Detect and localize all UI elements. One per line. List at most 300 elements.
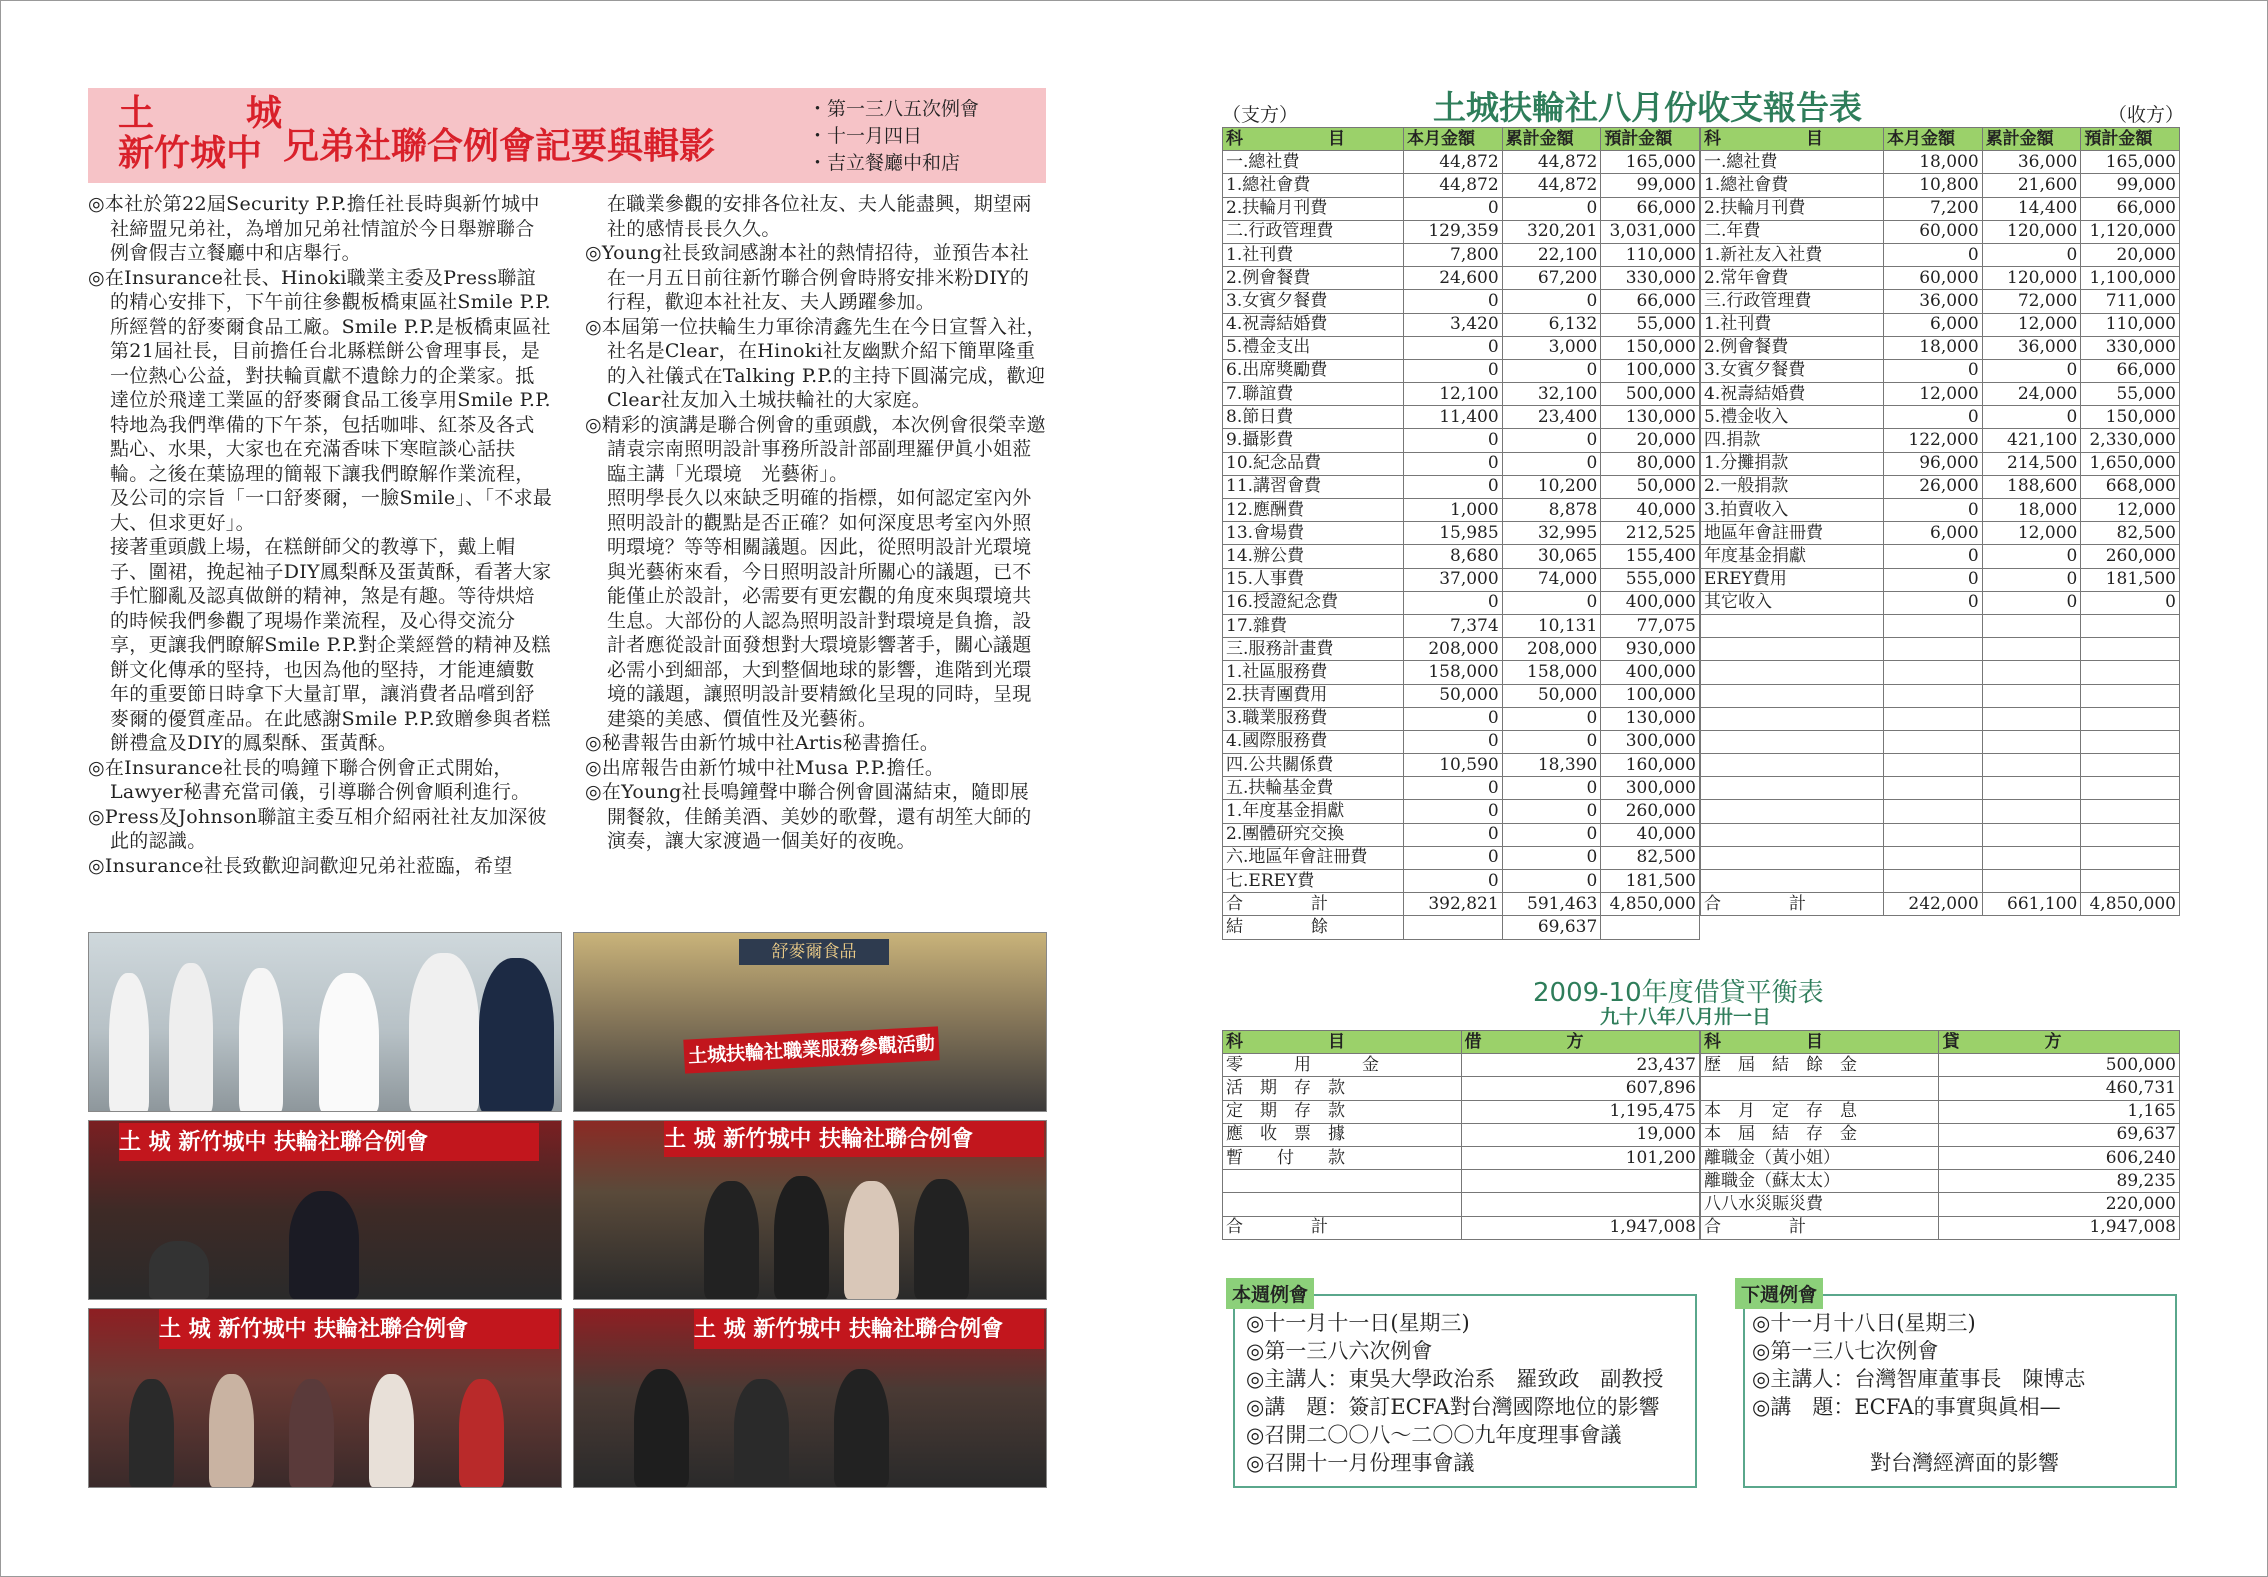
table-cell-value <box>1884 730 1983 753</box>
table-cell-value <box>1404 916 1503 939</box>
table-cell-value: 12,000 <box>1982 522 2081 545</box>
table-cell-value: 0 <box>1404 870 1503 893</box>
table-cell-value: 0 <box>1502 800 1601 823</box>
banner-city-cheng: 城 <box>246 92 283 134</box>
table-cell-value: 0 <box>1404 452 1503 475</box>
table-cell-item <box>1223 1170 1462 1193</box>
table-row <box>1223 336 1700 359</box>
table-cell-item: 2.扶輪月刊費 <box>1223 197 1404 220</box>
table-cell-value: 668,000 <box>2081 475 2180 498</box>
table-header-row <box>1223 128 1700 151</box>
table-cell-value: 20,000 <box>1601 429 1700 452</box>
table-cell-item: 3.女賓夕餐費 <box>1223 290 1404 313</box>
table-row <box>1701 1077 2180 1100</box>
table-cell-item: 一.總社費 <box>1223 151 1404 174</box>
table-cell-value: 0 <box>1502 359 1601 382</box>
table-row <box>1223 754 1700 777</box>
table-row <box>1223 1100 1700 1123</box>
table-header-row <box>1701 1031 2180 1054</box>
table-cell-item: 2.扶青團費用 <box>1223 684 1404 707</box>
table-cell-value: 本月金額 <box>1884 128 1983 151</box>
table-cell-value: 0 <box>1404 777 1503 800</box>
table-row <box>1701 730 2180 753</box>
table-cell-item: 9.攝影費 <box>1223 429 1404 452</box>
table-row <box>1701 1193 2180 1216</box>
table-cell-item: 1.總社會費 <box>1223 174 1404 197</box>
table-cell-value: 0 <box>1884 243 1983 266</box>
table-row <box>1701 174 2180 197</box>
table-cell-item: 1.新社友入社費 <box>1701 243 1884 266</box>
table-cell-value <box>1982 730 2081 753</box>
table-cell-value <box>2081 614 2180 637</box>
table-cell-value: 96,000 <box>1884 452 1983 475</box>
table-cell-value: 155,400 <box>1601 545 1700 568</box>
table-cell-item: 17.雜費 <box>1223 614 1404 637</box>
table-cell-item <box>1701 777 1884 800</box>
table-row <box>1701 684 2180 707</box>
table-cell-value: 4,850,000 <box>1601 893 1700 916</box>
table-cell-item: 2.常年會費 <box>1701 267 1884 290</box>
table-row <box>1701 1170 2180 1193</box>
table-cell-value: 累計金額 <box>1982 128 2081 151</box>
table-cell-value: 19,000 <box>1461 1123 1700 1146</box>
this-week-tab: 本週例會 <box>1226 1278 1314 1309</box>
table-cell-value <box>1884 684 1983 707</box>
table-row <box>1223 823 1700 846</box>
meeting-info-venue: ・ 吉立餐廳中和店 <box>808 150 979 177</box>
table-row <box>1701 1100 2180 1123</box>
table-row <box>1701 1054 2180 1077</box>
table-cell-value: 18,390 <box>1502 754 1601 777</box>
article-paragraph: ◎Press及Johnson聯誼主委互相介紹兩社社友加深彼此的認識。 <box>88 805 547 852</box>
table-cell-item: 3.女賓夕餐費 <box>1701 359 1884 382</box>
table-cell-value: 1,650,000 <box>2081 452 2180 475</box>
table-cell-value: 本月金額 <box>1404 128 1503 151</box>
table-cell-value: 6,000 <box>1884 313 1983 336</box>
table-cell-value: 40,000 <box>1601 499 1700 522</box>
table-row <box>1223 429 1700 452</box>
table-cell-value: 10,200 <box>1502 475 1601 498</box>
table-cell-value: 711,000 <box>2081 290 2180 313</box>
table-row <box>1701 591 2180 614</box>
table-cell-value <box>1884 638 1983 661</box>
table-cell-item <box>1701 707 1884 730</box>
table-cell-item: 8.節日費 <box>1223 406 1404 429</box>
table-cell-value <box>1982 846 2081 869</box>
table-cell-value: 借 方 <box>1461 1031 1700 1054</box>
table-cell-value <box>1884 777 1983 800</box>
table-cell-value: 預計金額 <box>1601 128 1700 151</box>
meeting-info-number: ・ 第一三八五次例會 <box>808 96 979 123</box>
table-cell-item <box>1223 1193 1462 1216</box>
table-row <box>1223 452 1700 475</box>
table-cell-value: 37,000 <box>1404 568 1503 591</box>
table-cell-item: 科 目 <box>1223 128 1404 151</box>
table-cell-value: 累計金額 <box>1502 128 1601 151</box>
table-cell-value: 0 <box>1404 429 1503 452</box>
table-cell-item: 3.職業服務費 <box>1223 707 1404 730</box>
table-cell-value: 60,000 <box>1884 267 1983 290</box>
factory-sign: 舒麥爾食品 <box>739 939 889 965</box>
table-cell-value: 500,000 <box>1939 1054 2180 1077</box>
article-paragraph: ◎在Insurance社長的鳴鐘下聯合例會正式開始，Lawyer秘書充當司儀，引導聯合例會順利進行。 <box>88 756 531 803</box>
table-cell-value: 30,065 <box>1502 545 1601 568</box>
table-cell-value <box>2081 730 2180 753</box>
table-row <box>1223 1123 1700 1146</box>
table-row <box>1223 406 1700 429</box>
table-cell-value: 392,821 <box>1404 893 1503 916</box>
table-cell-value: 0 <box>1502 777 1601 800</box>
meeting-info-date: ・ 十一月四日 <box>808 123 979 150</box>
table-cell-item: 離職金（黃小姐） <box>1701 1146 1939 1169</box>
table-cell-item: 2.扶輪月刊費 <box>1701 197 1884 220</box>
table-cell-value <box>2081 846 2180 869</box>
table-row <box>1223 730 1700 753</box>
table-cell-value: 160,000 <box>1601 754 1700 777</box>
table-cell-value: 4,850,000 <box>2081 893 2180 916</box>
table-cell-item: 3.拍賣收入 <box>1701 499 1884 522</box>
table-row <box>1223 591 1700 614</box>
table-row <box>1701 614 2180 637</box>
this-week-line: ◎ 主講人：東吳大學政治系 羅致政 副教授 <box>1246 1365 1663 1393</box>
table-cell-item: 16.授證紀念費 <box>1223 591 1404 614</box>
table-row <box>1701 1123 2180 1146</box>
table-row <box>1701 452 2180 475</box>
table-cell-value: 0 <box>1502 707 1601 730</box>
table-cell-item: 合 計 <box>1701 893 1884 916</box>
table-cell-value: 0 <box>1502 197 1601 220</box>
table-cell-value: 1,100,000 <box>2081 267 2180 290</box>
table-cell-value: 0 <box>1982 568 2081 591</box>
table-cell-value: 0 <box>1502 730 1601 753</box>
table-cell-item: 1.年度基金捐獻 <box>1223 800 1404 823</box>
table-row <box>1223 638 1700 661</box>
table-cell-item: 10.紀念品費 <box>1223 452 1404 475</box>
table-cell-value: 0 <box>1404 290 1503 313</box>
table-cell-value: 0 <box>1982 591 2081 614</box>
table-cell-value: 72,000 <box>1982 290 2081 313</box>
table-row <box>1701 220 2180 243</box>
next-week-line: ◎ 講 題：ECFA的事實與眞相— <box>1752 1393 2085 1421</box>
table-cell-item: 六.地區年會註冊費 <box>1223 846 1404 869</box>
table-cell-value: 0 <box>1404 846 1503 869</box>
table-cell-value: 82,500 <box>2081 522 2180 545</box>
table-cell-value <box>2081 754 2180 777</box>
table-cell-value: 20,000 <box>2081 243 2180 266</box>
table-cell-item: 其它收入 <box>1701 591 1884 614</box>
table-cell-item: 結 餘 <box>1223 916 1404 939</box>
table-cell-value: 0 <box>1884 499 1983 522</box>
table-row <box>1223 359 1700 382</box>
table-cell-value: 74,000 <box>1502 568 1601 591</box>
table-row <box>1223 383 1700 406</box>
table-cell-value: 50,000 <box>1502 684 1601 707</box>
table-row <box>1223 614 1700 637</box>
table-cell-value: 212,525 <box>1601 522 1700 545</box>
article-paragraph: 照明學長久以來缺乏明確的指標，如何認定室內外照明設計的觀點是否正確？如何深度思考室內外照明環境？等等相關議題。因此，從照明設計光環境與光藝術來看，今日照明設計所關心的議題，已不能僅止於設計，必需要有更宏觀的角度來與環境共生息。大部份的人認為照明設計對環境是負擔，設計者應從設計面發想對大環境影響著手，關心議題必需小到細部，大到整個地球的影響，進階到光環境的議題，讓照明設計要精緻化呈現的同時，呈現建築的美感、價值性及光藝術。 <box>607 487 1032 730</box>
table-cell-value <box>2081 870 2180 893</box>
table-cell-value: 66,000 <box>2081 359 2180 382</box>
table-cell-value: 260,000 <box>1601 800 1700 823</box>
table-cell-value: 165,000 <box>1601 151 1700 174</box>
table-cell-item <box>1701 684 1884 707</box>
table-cell-value: 26,000 <box>1884 475 1983 498</box>
table-cell-item: 2.一般捐款 <box>1701 475 1884 498</box>
table-cell-item: 科 目 <box>1223 1031 1462 1054</box>
table-cell-value <box>2081 777 2180 800</box>
table-cell-value: 36,000 <box>1982 151 2081 174</box>
table-cell-value: 12,000 <box>2081 499 2180 522</box>
table-cell-value: 7,374 <box>1404 614 1503 637</box>
photo-group <box>573 1120 1047 1300</box>
balance-sheet-date: 九十八年八月卅一日 <box>1600 1006 1772 1028</box>
photo-banner-joint: 土 城 新竹城中 扶輪社聯合例會 <box>119 1123 539 1161</box>
this-week-line: ◎ 召開二〇〇八～二〇〇九年度理事會議 <box>1246 1421 1663 1449</box>
table-row <box>1223 777 1700 800</box>
table-cell-value: 0 <box>1404 591 1503 614</box>
table-total-row <box>1223 893 1700 916</box>
table-cell-value: 0 <box>1502 823 1601 846</box>
table-cell-item <box>1701 754 1884 777</box>
table-row <box>1701 1146 2180 1169</box>
table-cell-value <box>1884 754 1983 777</box>
table-cell-value: 0 <box>2081 591 2180 614</box>
table-cell-value <box>2081 661 2180 684</box>
table-cell-value: 3,000 <box>1502 336 1601 359</box>
table-cell-item: 應 收 票 據 <box>1223 1123 1462 1146</box>
table-cell-value: 165,000 <box>2081 151 2180 174</box>
table-cell-value: 120,000 <box>1982 267 2081 290</box>
article-paragraph: ◎Young社長致詞感謝本社的熱情招待，並預告本社在一月五日前往新竹聯合例會時將安排米粉DIY的行程，歡迎本社社友、夫人踴躍參加。 <box>585 242 1030 313</box>
table-cell-item: 三.行政管理費 <box>1701 290 1884 313</box>
table-cell-value: 500,000 <box>1601 383 1700 406</box>
table-cell-item: 13.會場費 <box>1223 522 1404 545</box>
table-cell-item: 二.行政管理費 <box>1223 220 1404 243</box>
debit-table <box>1222 1030 1700 1240</box>
table-cell-value: 24,000 <box>1982 383 2081 406</box>
table-cell-item: 1.總社會費 <box>1701 174 1884 197</box>
table-cell-value: 99,000 <box>2081 174 2180 197</box>
table-cell-value <box>2081 684 2180 707</box>
table-cell-value <box>1982 614 2081 637</box>
table-cell-value: 110,000 <box>1601 243 1700 266</box>
table-cell-item: 暫 付 款 <box>1223 1146 1462 1169</box>
table-cell-value: 77,075 <box>1601 614 1700 637</box>
table-row <box>1701 846 2180 869</box>
table-cell-item: 4.祝壽結婚費 <box>1223 313 1404 336</box>
table-cell-value: 15,985 <box>1404 522 1503 545</box>
table-cell-value: 貸 方 <box>1939 1031 2180 1054</box>
table-cell-value: 1,947,008 <box>1461 1216 1700 1239</box>
table-cell-item: 科 目 <box>1701 128 1884 151</box>
table-row <box>1701 707 2180 730</box>
article-paragraph: ◎本社於第22屆Security P.P.擔任社長時與新竹城中社締盟兄弟社，為增加兄弟社情誼於今日舉辦聯合例會假吉立餐廳中和店舉行。 <box>88 193 540 264</box>
income-label: （收方） <box>2108 104 2185 126</box>
table-cell-value: 0 <box>1404 707 1503 730</box>
table-header-row <box>1701 128 2180 151</box>
table-row <box>1701 545 2180 568</box>
table-cell-value: 44,872 <box>1404 174 1503 197</box>
table-cell-value: 0 <box>1404 730 1503 753</box>
meeting-info <box>808 96 979 177</box>
table-cell-value: 0 <box>1982 243 2081 266</box>
table-cell-value: 930,000 <box>1601 638 1700 661</box>
table-cell-value: 0 <box>1502 846 1601 869</box>
table-row <box>1701 383 2180 406</box>
article-paragraph: ◎本屆第一位扶輪生力軍徐清鑫先生在今日宣誓入社，社名是Clear，在Hinoki社友幽默介紹下簡單隆重的入社儀式在Talking P.P.的主持下圓滿完成，歡迎Clear社友加入土城扶輪社的大家庭。 <box>585 315 1046 411</box>
table-row <box>1223 1054 1700 1077</box>
table-cell-item: 本 月 定 存 息 <box>1701 1100 1939 1123</box>
article-paragraph: ◎出席報告由新竹城中社Musa P.P.擔任。 <box>585 756 945 779</box>
table-cell-value <box>2081 800 2180 823</box>
table-cell-item: 4.國際服務費 <box>1223 730 1404 753</box>
table-cell-value: 1,120,000 <box>2081 220 2180 243</box>
table-cell-value <box>1884 661 1983 684</box>
table-cell-value: 55,000 <box>1601 313 1700 336</box>
table-cell-item: 6.出席獎勵費 <box>1223 359 1404 382</box>
table-cell-value: 36,000 <box>1884 290 1983 313</box>
photo-banner-joint-2: 土 城 新竹城中 扶輪社聯合例會 <box>664 1121 1044 1157</box>
finance-report-title: 土城扶輪社八月份收支報告表 <box>1433 88 1862 127</box>
table-cell-value: 1,947,008 <box>1939 1216 2180 1239</box>
table-row <box>1223 499 1700 522</box>
table-cell-item <box>1701 870 1884 893</box>
table-cell-value: 158,000 <box>1404 661 1503 684</box>
table-cell-value: 0 <box>1404 800 1503 823</box>
article-paragraph: ◎在Young社長鳴鐘聲中聯合例會圓滿結束，隨即展開餐敘，佳餚美酒、美妙的歌聲，還有胡笙大師的演奏，讓大家渡過一個美好的夜晚。 <box>585 781 1032 852</box>
table-cell-item: 2.例會餐費 <box>1701 336 1884 359</box>
table-cell-value: 188,600 <box>1982 475 2081 498</box>
table-cell-value: 300,000 <box>1601 730 1700 753</box>
this-week-line: ◎ 講 題：簽訂ECFA對台灣國際地位的影響 <box>1246 1393 1663 1421</box>
photo-factory-visit <box>573 932 1047 1112</box>
table-cell-value <box>1884 707 1983 730</box>
table-cell-item: 一.總社費 <box>1701 151 1884 174</box>
table-cell-value: 82,500 <box>1601 846 1700 869</box>
table-cell-item: 14.辦公費 <box>1223 545 1404 568</box>
table-row <box>1701 638 2180 661</box>
next-week-last-line: 對台灣經濟面的影響 <box>1870 1451 2059 1475</box>
table-cell-value: 0 <box>1502 290 1601 313</box>
table-cell-item: 四.公共關係費 <box>1223 754 1404 777</box>
photo-bakery-diy <box>88 932 562 1112</box>
table-cell-item: 2.團體研究交換 <box>1223 823 1404 846</box>
table-cell-value: 0 <box>1502 591 1601 614</box>
table-cell-value: 23,400 <box>1502 406 1601 429</box>
table-cell-value <box>2081 638 2180 661</box>
table-cell-value <box>1982 823 2081 846</box>
table-cell-value: 0 <box>1884 406 1983 429</box>
table-cell-item: 歷 屆 結 餘 金 <box>1701 1054 1939 1077</box>
this-week-line: ◎ 召開十一月份理事會議 <box>1246 1449 1663 1477</box>
table-cell-value: 0 <box>1884 359 1983 382</box>
photo-performance <box>573 1308 1047 1488</box>
table-cell-item: 1.社刊費 <box>1223 243 1404 266</box>
table-cell-value: 12,000 <box>1884 383 1983 406</box>
table-cell-value: 0 <box>1982 406 2081 429</box>
table-cell-value: 320,201 <box>1502 220 1601 243</box>
table-cell-value <box>1884 823 1983 846</box>
article-paragraph: ◎Insurance社長致歡迎詞歡迎兄弟社蒞臨，希望 <box>88 854 513 877</box>
table-cell-value: 44,872 <box>1502 174 1601 197</box>
table-cell-value: 44,872 <box>1404 151 1503 174</box>
table-row <box>1701 499 2180 522</box>
table-cell-item <box>1701 846 1884 869</box>
table-cell-item: EREY費用 <box>1701 568 1884 591</box>
table-cell-item: 11.講習會費 <box>1223 475 1404 498</box>
photo-banner-joint-4: 土 城 新竹城中 扶輪社聯合例會 <box>694 1309 1044 1349</box>
table-cell-item: 5.禮金支出 <box>1223 336 1404 359</box>
table-cell-value: 242,000 <box>1884 893 1983 916</box>
table-cell-value: 14,400 <box>1982 197 2081 220</box>
table-row <box>1223 545 1700 568</box>
table-cell-value: 18,000 <box>1982 499 2081 522</box>
table-cell-value: 400,000 <box>1601 661 1700 684</box>
table-cell-value <box>1982 661 2081 684</box>
table-cell-value <box>1884 870 1983 893</box>
article-paragraph: ◎精彩的演講是聯合例會的重頭戲，本次例會很榮幸邀請袁宗南照明設計事務所設計部副理羅伊眞小姐蒞臨主講「光環境 光藝術」。 <box>585 413 1046 485</box>
table-cell-value: 220,000 <box>1939 1193 2180 1216</box>
table-row <box>1223 684 1700 707</box>
table-row <box>1223 174 1700 197</box>
expense-label: （支方） <box>1222 104 1299 126</box>
next-week-line: ◎ 第一三八七次例會 <box>1752 1337 2085 1365</box>
table-row <box>1223 475 1700 498</box>
table-cell-value: 32,100 <box>1502 383 1601 406</box>
table-cell-value: 40,000 <box>1601 823 1700 846</box>
table-cell-value: 208,000 <box>1404 638 1503 661</box>
table-row <box>1701 243 2180 266</box>
photo-singing <box>88 1308 562 1488</box>
table-cell-item: 合 計 <box>1223 893 1404 916</box>
table-cell-value: 66,000 <box>2081 197 2180 220</box>
table-cell-value <box>1461 1170 1700 1193</box>
table-cell-value: 606,240 <box>1939 1146 2180 1169</box>
table-cell-value: 預計金額 <box>2081 128 2180 151</box>
table-cell-value: 0 <box>1404 823 1503 846</box>
table-cell-value: 24,600 <box>1404 267 1503 290</box>
table-cell-item <box>1701 730 1884 753</box>
table-cell-value: 69,637 <box>1939 1123 2180 1146</box>
table-row <box>1701 475 2180 498</box>
table-row <box>1223 197 1700 220</box>
table-cell-value: 0 <box>1404 197 1503 220</box>
next-week-line: ◎ 主講人：台灣智庫董事長 陳博志 <box>1752 1365 2085 1393</box>
article-paragraph: 接著重頭戲上場，在糕餅師父的教導下，戴上帽子、圍裙，挽起袖子DIY鳳梨酥及蛋黃酥，看著大家手忙腳亂及認真做餅的精神，煞是有趣。等待烘焙的時候我們參觀了現場作業流程，及心得交流分享，更讓我們瞭解Smile P.P.對企業經營的精神及糕餅文化傳承的堅持，也因為他的堅持，才能連續數年的重要節日時拿下大量訂單，讓消費者品嚐到舒麥爾的優質產品。在此感謝Smile P.P.致贈參與者糕餅禮盒及DIY的鳳梨酥、蛋黃酥。 <box>110 536 552 754</box>
table-cell-value: 122,000 <box>1884 429 1983 452</box>
table-row <box>1223 568 1700 591</box>
table-cell-value: 0 <box>1404 475 1503 498</box>
table-cell-value: 8,680 <box>1404 545 1503 568</box>
table-cell-value <box>1884 846 1983 869</box>
table-cell-value: 100,000 <box>1601 684 1700 707</box>
table-cell-value: 3,420 <box>1404 313 1503 336</box>
table-row <box>1701 313 2180 336</box>
table-cell-value: 10,131 <box>1502 614 1601 637</box>
table-cell-value: 6,132 <box>1502 313 1601 336</box>
table-cell-value <box>1982 638 2081 661</box>
table-cell-value: 80,000 <box>1601 452 1700 475</box>
table-cell-value: 181,500 <box>1601 870 1700 893</box>
table-cell-value: 11,400 <box>1404 406 1503 429</box>
table-cell-value: 7,800 <box>1404 243 1503 266</box>
table-cell-value <box>2081 707 2180 730</box>
table-row <box>1701 870 2180 893</box>
table-cell-value <box>2081 823 2180 846</box>
table-cell-value: 18,000 <box>1884 151 1983 174</box>
table-cell-value <box>1982 870 2081 893</box>
table-cell-value: 1,000 <box>1404 499 1503 522</box>
